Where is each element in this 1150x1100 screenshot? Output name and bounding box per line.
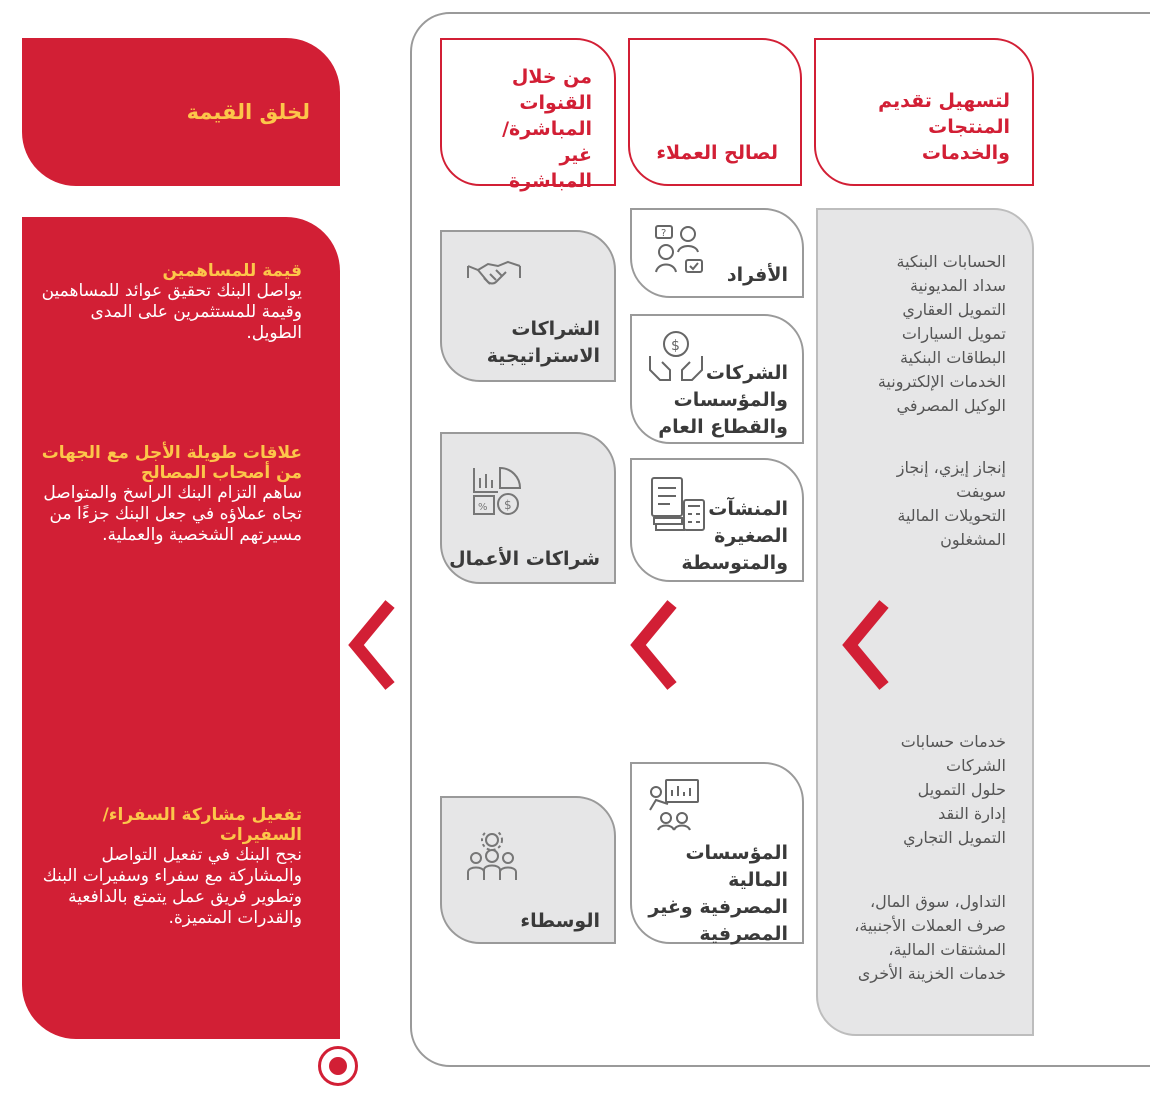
product-item: التمويل التجاري [903,828,1006,847]
channel-label: الشراكات الاستراتيجية [486,318,600,367]
customer-label: المنشآت الصغيرة والمتوسطة [681,498,788,574]
value-section-heading: علاقات طويلة الأجل مع الجهات من أصحاب المصالح [41,443,302,483]
channel-intermediaries [440,796,616,944]
channel-strategic-partnerships [440,230,616,382]
value-section-ambassadors [32,805,302,929]
handshake-icon [466,258,522,294]
product-item: الخدمات الإلكترونية [877,372,1006,391]
header-products-label: لتسهيل تقديم المنتجات والخدمات [878,90,1010,164]
customer-label: المؤسسات المالية المصرفية وغير المصرفية [648,842,788,945]
product-item: خدمات حسابات الشركات [900,732,1006,775]
product-group-sme [876,456,1006,552]
product-item: التحويلات المالية [897,506,1006,525]
value-section-heading: قيمة للمساهمين [162,261,302,281]
customer-corporate [630,314,804,444]
intermediaries-people-gear-icon [464,832,520,882]
business-chart-icon [470,464,524,518]
value-section-stakeholders [32,443,302,546]
value-section-shareholders [32,261,302,344]
value-creation-title-box [22,38,340,186]
product-item: إنجاز إيزي، إنجاز سويفت [896,458,1006,501]
svg-text:$: $ [504,498,512,512]
product-group-retail [836,250,1006,418]
header-products [814,38,1034,186]
value-section-body: يواصل البنك تحقيق عوائد للمساهمين وقيمة للمستثمرين على المدى الطويل. [41,281,302,343]
customer-label: الأفراد [726,264,788,286]
customer-sme [630,458,804,582]
value-creation-title: لخلق القيمة [186,100,310,124]
svg-text:$: $ [671,338,680,354]
value-panel [22,217,340,1039]
product-item: سداد المديونية [909,276,1006,295]
header-customers-label: لصالح العملاء [656,142,778,164]
product-item: التمويل العقاري [902,300,1006,319]
channel-label: الوسطاء [520,910,600,932]
product-group-treasury [846,890,1006,986]
chevron-left-icon [346,600,398,694]
product-item: الحسابات البنكية [896,252,1006,271]
product-item: التداول، سوق المال، صرف العملات الأجنبية، المشتقات المالية، خدمات الخزينة الأخرى [854,892,1006,983]
channel-business-partnerships [440,432,616,584]
value-section-body: ساهم التزام البنك الراسخ والمتواصل تجاه عملاؤه في جعل البنك جزءًا من مسيرتهم الشخصية والعملية. [43,483,302,545]
channel-label: شراكات الأعمال [449,548,600,570]
product-item: إدارة النقد [938,804,1006,823]
end-marker-dot [318,1046,358,1086]
customer-individuals [630,208,804,298]
value-section-body: نجح البنك في تفعيل التواصل والمشاركة مع سفراء وسفيرات البنك وتطوير فريق عمل يتمتع بالدافعية والقدرات المتميزة. [42,845,302,928]
header-customers [628,38,802,186]
product-item: تمويل السيارات [901,324,1006,343]
header-channels [440,38,616,192]
customer-financial-institutions [630,762,804,944]
product-item: البطاقات البنكية [899,348,1006,367]
product-item: الوكيل المصرفي [896,396,1006,415]
financial-institution-presentation-icon [646,776,702,832]
product-item: المشغلون [940,530,1006,549]
svg-text:%: % [478,502,488,513]
svg-text:?: ? [661,228,667,239]
product-group-corporate [876,730,1006,850]
product-item: حلول التمويل [917,780,1006,799]
individuals-icon [652,222,708,278]
header-channels-label: من خلال القنوات المباشرة/غير المباشرة [502,66,592,192]
value-section-heading: تفعيل مشاركة السفراء/ السفيرات [102,805,302,845]
chevron-left-icon [628,600,680,694]
customer-label: الشركات والمؤسسات والقطاع العام [658,362,788,438]
chevron-left-icon [840,600,892,694]
